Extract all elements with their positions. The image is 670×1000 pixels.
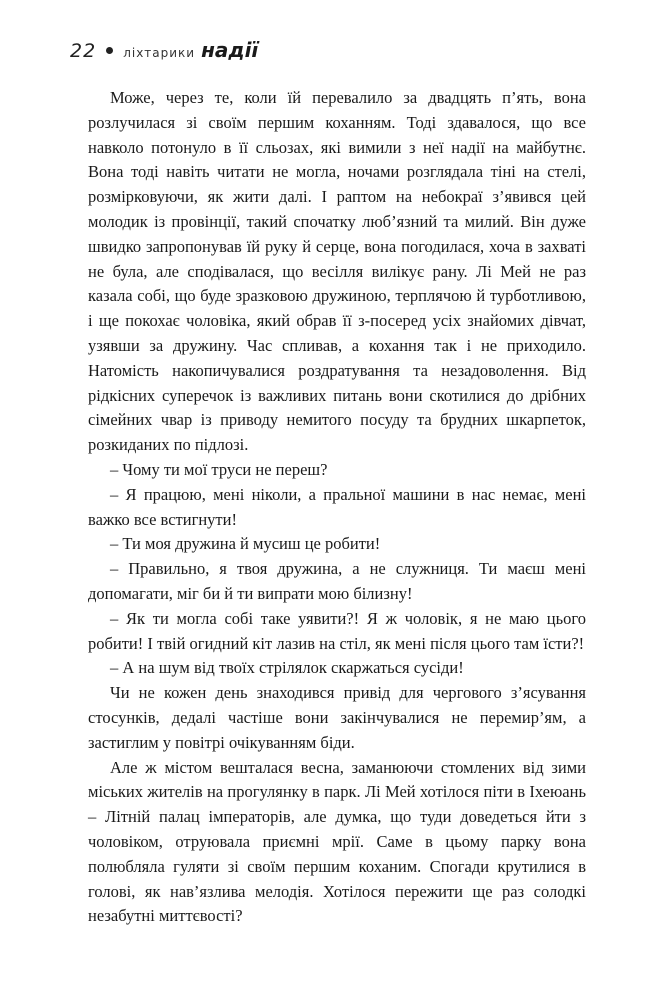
- paragraph: Але ж містом вешталася весна, заманюючи стомлених від зими міських жителів на прогулянку в парк. Лі Мей хотілося піти в Іхеюань – Літній палац імператорів, але думка, що туди доведеться йти з чоловіком, отруювала приємні мрії. Саме в цьому парку вона полюбляла гуляти зі своїм першим коханим. Спогади крутилися в голові, як нав’язлива мелодія. Хотілося пережити ще раз солодкі незабутні миттєвості?: [88, 757, 586, 926]
- body-text: [88, 86, 586, 929]
- paragraph: Чи не кожен день знаходився привід для чергового з’ясування стосунків, дедалі частіше вони закінчувалися не перемир’ям, а застиглим у повітрі очікуванням біди.: [88, 683, 586, 752]
- paragraph: Може, через те, коли їй перевалило за двадцять п’ять, вона розлучилася зі своїм першим коханням. Тоді здавалося, що все навколо потонуло в її сльозах, які вимили з неї надії на майбутнє. Вона тоді навіть читати не могла, ночами розглядала тіні на стелі, розмірковуючи, як жити далі. І раптом на небокраї з’явився цей молодик із провінції, такий спочатку люб’язний та милий. Він дуже швидко запропонував їй руку й серце, вона погодилася, хоча в захваті не була, але сподівалася, що весілля вилікує рану. Лі Мей не раз казала собі, що буде зразковою дружиною, терплячою й турботливою, і ще покохає чоловіка, який обрав її з-посеред усіх знайомих дівчат, узявши за дружину. Час спливав, а кохання так і не приходило. Натомість накопичувалися роздратування та незадоволення. Від рідкісних суперечок із важливих питань вони скотилися до дрібних сімейних чвар із приводу немитого посуду та брудних шкарпеток, розкиданих по підлозі.: [88, 88, 586, 455]
- dialogue-line: – Чому ти мої труси не переш?: [110, 459, 328, 479]
- book-title-part2: надії: [201, 38, 259, 62]
- dialogue-line: – Як ти могла собі таке уявити?! Я ж чоловік, я не маю цього робити! І твій огидний кіт лазив на стіл, як мені після цього там їсти?!: [88, 608, 586, 653]
- dialogue-line: – Я працюю, мені ніколи, а пральної машини в нас немає, мені важко все встигнути!: [88, 484, 586, 529]
- dialogue-line: – А на шум від твоїх стрілялок скаржаться сусіди!: [110, 658, 464, 678]
- book-title-part1: ліхтарики: [123, 46, 196, 60]
- book-title: [123, 38, 258, 62]
- bullet-separator-icon: [106, 47, 113, 54]
- dialogue-line: – Ти моя дружина й мусиш це робити!: [110, 534, 381, 554]
- page-number: 22: [70, 40, 97, 62]
- dialogue-line: – Правильно, я твоя дружина, а не служниця. Ти маєш мені допомагати, міг би й ти випрати мою білизну!: [88, 559, 586, 603]
- running-header: [70, 38, 258, 68]
